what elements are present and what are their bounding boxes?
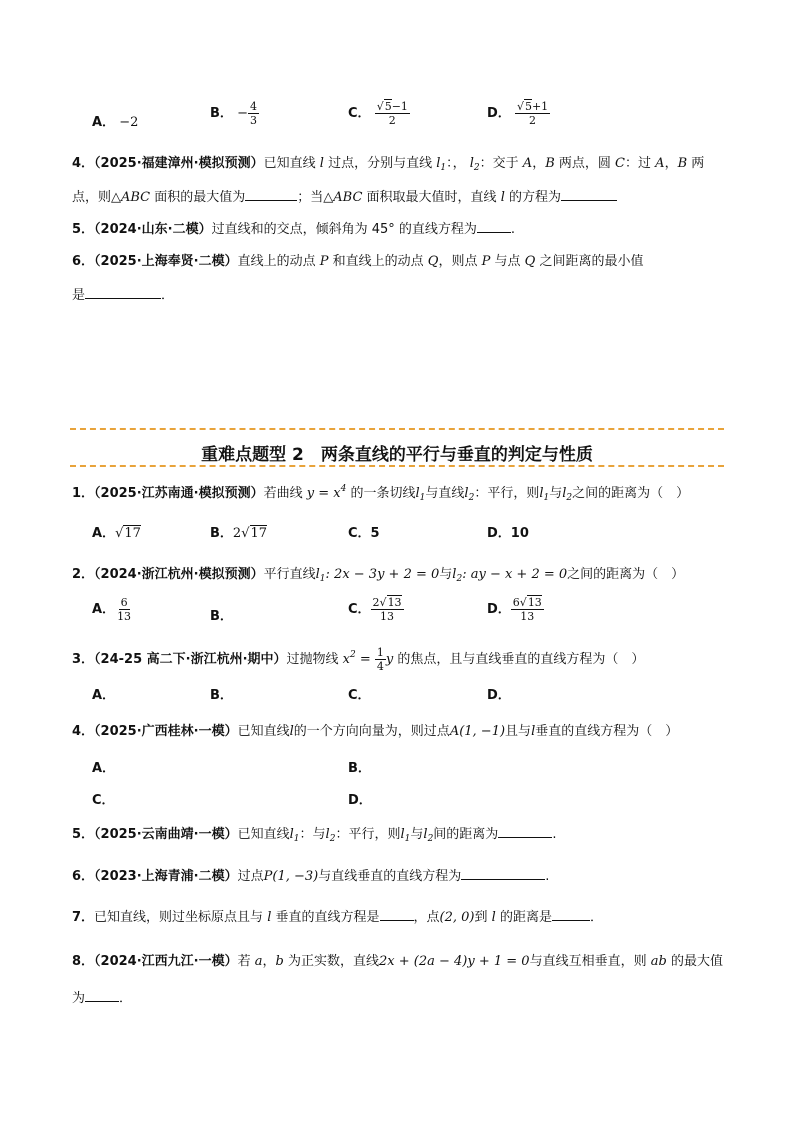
problem-source: （2025·广西桂林·一模） (94, 724, 238, 739)
option-value: −2 (119, 115, 139, 130)
text: 点，则△ (72, 190, 121, 205)
text: 过直线和的交点，倾斜角为 45° 的直线方程为 (211, 222, 477, 237)
text: 的一个方向向量为，则过点 (293, 724, 450, 739)
denominator: 13 (380, 610, 395, 623)
option-label: A． (92, 526, 116, 541)
question-7 (72, 906, 603, 925)
coefficient: 2 (372, 596, 380, 609)
var-l2: $l_2$ (464, 486, 475, 503)
text: 过点，分别与直线 (328, 156, 433, 171)
fraction (371, 596, 404, 623)
var-l1: $l_1$ (400, 827, 411, 844)
question-5 (72, 823, 556, 844)
var-p: P (477, 254, 495, 269)
problem-number: 4． (72, 156, 95, 171)
var-abc: ABC (121, 190, 155, 205)
text: 已知直线 (263, 156, 316, 171)
question-6 (72, 865, 549, 884)
section-divider-bottom (70, 465, 724, 467)
question-4 (72, 720, 678, 739)
text: ． (589, 910, 603, 925)
problem-number: 5． (72, 827, 95, 842)
section-title: 重难点题型 2 两条直线的平行与垂直的判定与性质 (201, 445, 593, 465)
var-l1: $l_1$ (289, 827, 300, 844)
answer-blank[interactable] (380, 908, 414, 921)
q1-option-a (92, 522, 141, 541)
text: 面积的最大值为 (154, 190, 246, 205)
text: 面积取最大值时，直线 (366, 190, 497, 205)
denominator: 13 (117, 610, 132, 623)
problem-source: （2025·云南曲靖·一模） (94, 827, 238, 842)
text: 之间的距离为（ ） (572, 486, 690, 501)
problem-number: 6． (72, 869, 95, 884)
var-abc: ABC (333, 190, 367, 205)
problem-source: （2023·上海青浦·二模） (94, 869, 238, 884)
problem-5 (72, 218, 515, 237)
problem-source: （2025·福建漳州·模拟预测） (94, 156, 264, 171)
answer-blank[interactable] (561, 188, 617, 201)
option-label: A． (92, 115, 116, 130)
denominator: 2 (388, 114, 396, 127)
numerator: 6√13 (512, 596, 542, 609)
var-a: A (651, 156, 665, 171)
var-q: Q (520, 254, 540, 269)
var-l2: $l_2$ (423, 827, 434, 844)
option-label: D． (487, 602, 511, 617)
option-label: D． (487, 106, 511, 121)
var-l1: $l_1$ (432, 156, 447, 173)
point: A(1, −1) (449, 724, 506, 739)
text: 是 (72, 288, 86, 303)
answer-blank[interactable] (245, 188, 297, 201)
option-sign: − (237, 106, 248, 121)
q1-option-c: C．5 (348, 526, 380, 541)
option-d (487, 100, 550, 127)
text: ：交于 (479, 156, 519, 171)
problem-4-line1: 4．（2025·福建漳州·模拟预测）已知直线 l 过点，分别与直线 $l_1$：， $l_2$：交于 A，B 两点，圆 C：过 A，B 两 (72, 156, 705, 173)
equation: $y = x^4$ (302, 484, 347, 501)
var-b: B (677, 156, 692, 171)
var-l: l (289, 724, 294, 739)
text: 之间距离的最小值 (539, 254, 644, 269)
text: 为正实数，直线 (288, 954, 380, 969)
problem-number: 8． (72, 954, 95, 969)
text: ，点 (413, 910, 440, 925)
text: 为 (72, 991, 86, 1006)
text: ：过 (625, 156, 652, 171)
answer-blank[interactable] (461, 867, 545, 880)
point: P(1, −3) (263, 869, 319, 884)
q4-option-d: D． (348, 793, 372, 808)
var-b: b (275, 954, 288, 969)
question-8-line2 (72, 987, 132, 1006)
var-l2: $l_2$ (325, 827, 336, 844)
var-b: B (545, 156, 559, 171)
option-a (92, 111, 138, 130)
q3-option-d: D． (487, 688, 511, 703)
answer-blank[interactable] (85, 989, 119, 1002)
radicand: 17 (124, 526, 141, 541)
radicand: 17 (250, 526, 268, 541)
var-l1: $l_1$ (539, 486, 550, 503)
text: 两点，圆 (558, 156, 611, 171)
problem-source: （2024·山东·二模） (94, 222, 212, 237)
q1-option-b (210, 522, 267, 541)
var-q: Q (423, 254, 439, 269)
text: 平行直线 (263, 567, 316, 582)
text: 的最大值 (670, 954, 723, 969)
text: ：平行，则 (474, 486, 540, 501)
question-3 (72, 646, 644, 673)
text: 已知直线 (237, 827, 290, 842)
option-b (210, 100, 259, 127)
var-p: P (315, 254, 333, 269)
var-l1: $l_1$ (315, 567, 326, 584)
answer-blank[interactable] (498, 825, 552, 838)
var-l2: $l_2$ (465, 156, 480, 173)
var-l: l (496, 190, 509, 205)
q2-option-d (487, 596, 544, 623)
q1-option-d: D．10 (487, 526, 529, 541)
text: 与 (439, 567, 453, 582)
problem-number: 2． (72, 567, 95, 582)
text: 垂直的直线方程为（ ） (535, 724, 679, 739)
equation: : ay − x + 2 = 0 (462, 567, 568, 582)
option-value: 2√17 (232, 526, 268, 541)
radicand: 13 (387, 596, 402, 609)
numerator: 4 (249, 100, 257, 113)
radicand: 5 (384, 100, 392, 113)
q3-option-c: C． (348, 688, 371, 703)
problem-6-line1 (72, 250, 643, 269)
coefficient: 2 (232, 526, 242, 541)
problem-number: 3． (72, 652, 95, 667)
text: 且与 (505, 724, 532, 739)
denominator: 13 (520, 610, 535, 623)
problem-source: （24-25 高二下·浙江杭州·期中） (94, 652, 287, 667)
q2-option-b: B． (210, 609, 233, 624)
q2-option-a (92, 596, 133, 623)
radicand: 5 (524, 100, 532, 113)
fraction (248, 100, 259, 127)
var-l1: $l_1$ (415, 486, 426, 503)
fraction (515, 100, 550, 127)
text: ． (161, 288, 175, 303)
text: 和直线上的动点 (332, 254, 424, 269)
q4-option-a: A． (92, 761, 116, 776)
text: ：与 (299, 827, 326, 842)
var-a: a (250, 954, 263, 969)
problem-number: 5． (72, 222, 95, 237)
text: 若曲线 (263, 486, 303, 501)
text: 与直线垂直的直线方程为 (318, 869, 462, 884)
problem-number: 7． (72, 910, 95, 925)
numerator-rest: +1 (531, 100, 549, 113)
text: 与点 (494, 254, 521, 269)
var-l2: $l_2$ (562, 486, 573, 503)
answer-blank[interactable] (552, 908, 590, 921)
problem-number: 4． (72, 724, 95, 739)
var-l: l (531, 724, 536, 739)
question-8-line1: 8．（2024·江西九江·一模）若 a，b 为正实数，直线2x + (2a − 4)y + 1 = 0与直线互相垂直，则 ab 的最大值 (72, 954, 723, 969)
problem-source: （2024·浙江杭州·模拟预测） (94, 567, 264, 582)
answer-blank[interactable] (85, 286, 161, 299)
numerator: √5−1 (376, 100, 408, 113)
numerator: 6 (120, 596, 128, 609)
answer-blank[interactable] (477, 220, 511, 233)
equation: 2x + (2a − 4)y + 1 = 0 (379, 954, 530, 969)
question-2 (72, 563, 684, 584)
equation: : 2x − 3y + 2 = 0 (325, 567, 440, 582)
var-l: l (487, 910, 500, 925)
text: . (552, 827, 557, 842)
fraction (115, 596, 133, 623)
numerator: √5+1 (516, 100, 549, 113)
text: 两 (691, 156, 705, 171)
q3-option-a: A． (92, 688, 116, 703)
radicand: 13 (527, 596, 542, 609)
option-label: C． (348, 602, 371, 617)
problem-source: （2025·上海奉贤·二模） (94, 254, 238, 269)
text: . (510, 222, 516, 237)
problem-number: 6． (72, 254, 95, 269)
denominator: 2 (529, 114, 537, 127)
var-l: l (315, 156, 329, 171)
problem-4-line2 (72, 186, 617, 205)
var-l2: $l_2$ (452, 567, 463, 584)
q2-option-c (348, 596, 404, 623)
option-label: C． (348, 106, 371, 121)
problem-source: （2024·江西九江·一模） (94, 954, 238, 969)
option-label: A． (92, 602, 116, 617)
text: ：， (446, 156, 466, 171)
problem-number: 1． (72, 486, 95, 501)
numerator: 2√13 (372, 596, 402, 609)
text: ，则点 (438, 254, 478, 269)
text: 与直线 (425, 486, 465, 501)
problem-6-line2 (72, 284, 174, 303)
coefficient: 6 (512, 596, 520, 609)
point: (2, 0) (439, 910, 475, 925)
numerator-rest: −1 (391, 100, 408, 113)
var-ab: ab (646, 954, 671, 969)
option-c (348, 100, 410, 127)
question-1 (72, 482, 689, 503)
var-l: l (263, 910, 276, 925)
text: . (545, 869, 550, 884)
text: 到 (474, 910, 488, 925)
fraction (375, 100, 410, 127)
text: 已知直线，则过坐标原点且与 (94, 910, 264, 925)
denominator: 3 (249, 114, 257, 127)
text: 与 (410, 827, 424, 842)
q4-option-b: B． (348, 761, 371, 776)
var-c: C (610, 156, 626, 171)
text: 的距离是 (499, 910, 552, 925)
option-label: B． (210, 526, 233, 541)
text: 的一条切线 (350, 486, 416, 501)
section-divider-top (70, 428, 724, 430)
text: 直线上的动点 (237, 254, 316, 269)
text: 若 (237, 954, 251, 969)
option-value: √17 (115, 526, 141, 541)
text: ；当△ (297, 190, 334, 205)
text: 的焦点，且与直线垂直的直线方程为（ ） (397, 652, 645, 667)
q3-option-b: B． (210, 688, 233, 703)
text: ：平行，则 (335, 827, 401, 842)
text: 过点 (237, 869, 264, 884)
fraction (511, 596, 544, 623)
text: 的方程为 (509, 190, 562, 205)
option-label: B． (210, 106, 233, 121)
var-ab: A (518, 156, 533, 171)
text: 与直线互相垂直，则 (529, 954, 647, 969)
q4-option-c: C． (92, 793, 115, 808)
problem-source: （2025·江苏南通·模拟预测） (94, 486, 264, 501)
text: 之间的距离为（ ） (567, 567, 685, 582)
text: 与 (549, 486, 563, 501)
text: 垂直的直线方程是 (275, 910, 380, 925)
text: ． (119, 991, 133, 1006)
text: 过抛物线 (286, 652, 339, 667)
text: 已知直线 (237, 724, 290, 739)
text: 间的距离为 (433, 827, 499, 842)
equation: $x^2$ = $\frac{1}{4}$ y (338, 646, 398, 673)
